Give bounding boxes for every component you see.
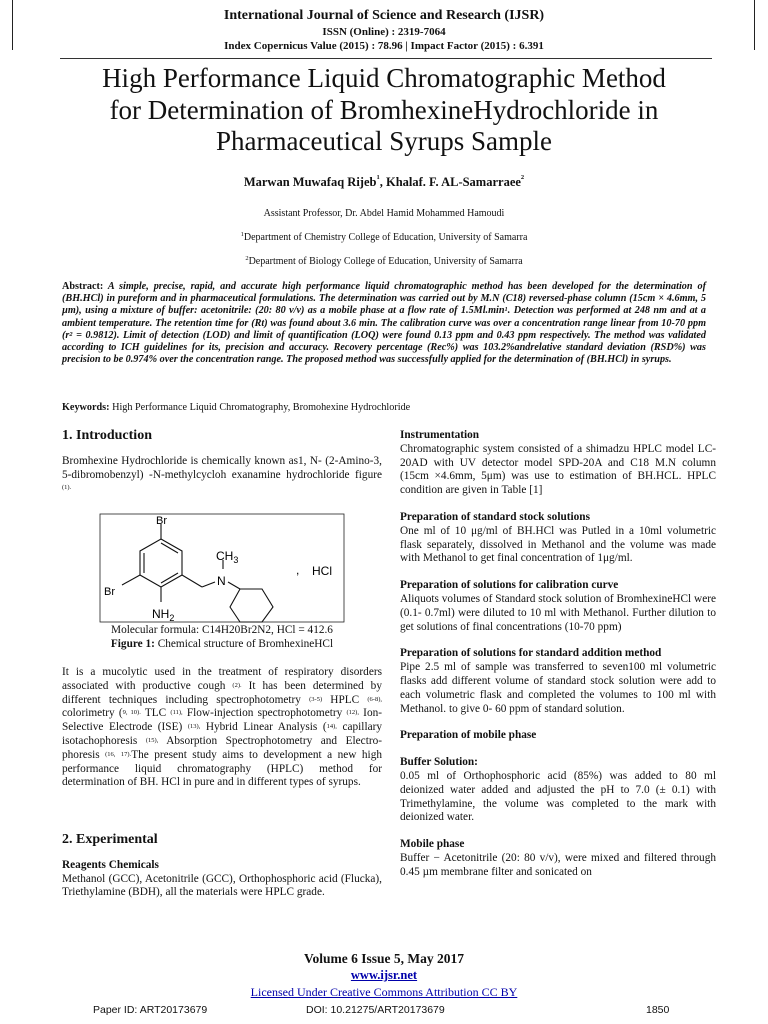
experimental-section (62, 833, 382, 900)
affiliation-2-text: Department of Biology College of Education, University of Samarra (248, 256, 523, 267)
abstract (62, 281, 706, 366)
affiliation-1-text: Department of Chemistry College of Education, University of Samarra (243, 232, 528, 243)
citation: (6-8), (367, 695, 382, 703)
mobile-phase-text: Buffer − Acetonitrile (20: 80 v/v), were mixed and filtered through 0.45 µm membrane filter and sonicated on (400, 851, 716, 878)
calibration-text: Aliquots volumes of Standard stock solution of BromhexineHCl were (0.1- 0.7ml) were diluted to 10 ml with Methanol. Further dilution to get solutions of final concentrations (10-70 ppm) (400, 592, 716, 633)
atom-nh2 (152, 607, 174, 623)
text: TLC (140, 707, 171, 720)
doi: DOI: 10.21275/ART20173679 (306, 1004, 445, 1016)
text: capillary isotachophoresis (62, 721, 383, 747)
abstract-sup: 1 (504, 306, 508, 314)
text: colorimetry ( (62, 707, 123, 720)
buffer-text: 0.05 ml of Orthophosphoric acid (85%) was added to 80 ml deionized water added and adjusted the pH to 7.0 (± 0.1) with Trimethylamine, the volume was completed to the mark with deionized water. (400, 769, 716, 824)
stock-text: One ml of 10 μg/ml of BH.HCl was Putled in a 10ml volumetric flask separately, dissolved in Methanol and the volume was made with Methanol to get final concentration of 1μg/ml. (400, 524, 716, 565)
abstract-sup: 2 (69, 330, 73, 338)
abstract-text: . Detection was performed at 248 nm and at a ambient temperature. The retention time for (Rt) was found about 3.6 min. The calibration curve was over a concentration range linear from 10-70 ppm (r (62, 305, 706, 341)
text: It is a mucolytic used in the treatment of respiratory disorders associated with productive cough (62, 666, 382, 692)
paper-title (30, 63, 738, 158)
intro-paragraph (62, 455, 382, 496)
intro-section (62, 429, 382, 496)
atom-n: N (217, 574, 226, 588)
citation: (13), (187, 723, 201, 731)
molecular-formula: Molecular formula: C14H20Br2N2, HCl = 412.6 (111, 624, 333, 636)
atom-br-left: Br (104, 586, 115, 598)
issn: ISSN (Online) : 2319-7064 (322, 26, 446, 38)
abstract-text: = 0.9812). Limit of detection (LOD) and limit of quantification (LOQ) were found 0.13 ppm and 0.43 ppm respectively. The method was validated according to ICH guidelines for its, precision and accuracy. Recovery percentage (Rec%) was 103.2%andrelative standard deviation (RSD%) was precision to be 0.974% over the concentration range. The proposed method was successfully applied for the determination of (BH.HCl) in syrups. (62, 329, 706, 366)
abstract-text: A simple, precise, rapid, and accurate high performance liquid chromatographic method has been developed for the determination of (BH.HCl) in pureform and in pharmaceutical formulations. The determination was carried out by M.N (C18) reversed-phase column (15cm × 4.6mm, 5 µm), using a mixture of buffer: acetonitrile: (20: 80 v/v) as a mobile phase at a flow rate of 1.5Ml.min (62, 281, 706, 317)
citation: (1). (62, 484, 72, 492)
index-impact: Index Copernicus Value (2015) : 78.96 | Impact Factor (2015) : 6.391 (224, 40, 544, 52)
citation: (15), (145, 736, 159, 744)
figure-caption-text: Chemical structure of BromhexineHCl (154, 638, 334, 650)
text: HPLC (322, 693, 368, 706)
abstract-label: Abstract: (62, 281, 104, 292)
authors (0, 175, 768, 190)
keywords-label: Keywords: (62, 402, 110, 413)
reagents-heading: Reagents Chemicals (62, 858, 159, 871)
page-number: 1850 (646, 1004, 670, 1016)
atom-ch3 (216, 549, 238, 565)
journal-name: International Journal of Science and Research (IJSR) (223, 8, 545, 23)
author-2-affil: 2 (520, 174, 525, 181)
nh-subscript: 2 (169, 613, 175, 623)
structure-bonds (122, 524, 273, 622)
methods-column (400, 429, 716, 880)
figure-caption (62, 638, 382, 652)
text: The present study aims to development a new high performance liquid chromatography (HPLC) method for determination of BH. HCl in pure and in different types of syrups. (62, 748, 382, 789)
citation: (11), (170, 709, 183, 717)
hcl-label: HCl (312, 564, 332, 578)
mobile-phase-subheading: Mobile phase (400, 838, 465, 851)
text: It has been determined by different techniques including spectrophotometry (62, 679, 382, 706)
citation: 17). (120, 750, 132, 758)
text: Absorption Spectrophotometry and Electro-phoresis (62, 734, 383, 761)
author-2: , Khalaf. F. AL-Samarraee (379, 175, 521, 189)
ch-subscript: 3 (233, 555, 239, 565)
affiliation-1-mark: 1 (240, 231, 244, 238)
chemical-structure-figure (62, 512, 382, 624)
journal-url-link[interactable]: www.ijsr.net (350, 968, 418, 982)
comma: , (296, 563, 300, 577)
text: Hybrid Linear Analysis ( (200, 721, 327, 734)
affiliation-1 (0, 232, 768, 243)
author-1-affil: 1 (376, 174, 380, 181)
title-line: for Determination of BromhexineHydrochloride in (109, 94, 659, 125)
affiliation-2-mark: 2 (245, 255, 249, 262)
addition-text: Pipe 2.5 ml of sample was transferred to seven100 ml volumetric flasks add different volume of standard stock solution were add to each volumetric flask and completed the volumes to 100 ml with Methanol. to give 0- 60 ppm of standard solution. (400, 661, 716, 715)
license-link[interactable]: Licensed Under Creative Commons Attribution CC BY (250, 985, 518, 999)
intro-paragraph-2 (62, 666, 382, 790)
nh-label: NH (152, 607, 170, 621)
ch-label: CH (216, 549, 234, 563)
calibration-heading: Preparation of solutions for calibration curve (400, 579, 619, 592)
mobile-phase-heading: Preparation of mobile phase (400, 729, 537, 742)
text: Flow-injection spectrophotometry (182, 707, 347, 720)
citation: 14), (326, 723, 337, 731)
citation: 9, 10). (122, 709, 141, 717)
affiliation-2 (0, 256, 768, 267)
citation: (2). (232, 681, 242, 689)
intro-text: Bromhexine Hydrochloride is chemically known as1, N- (2-Amino-3, 5-dibromobenzyl) -N-methylcycloh exanamine hydrochloride figure (62, 454, 382, 481)
intro-text-2 (62, 666, 382, 790)
paper-id: Paper ID: ART20173679 (93, 1004, 208, 1016)
keywords-text: High Performance Liquid Chromatography, Bromohexine Hydrochloride (109, 402, 411, 413)
addition-heading: Preparation of solutions for standard addition method (400, 647, 662, 660)
header-divider (60, 58, 712, 59)
instrumentation-text: Chromatographic system consisted of a shimadzu HPLC model LC-20AD with UV detector model SPD-20A and C18 M.N column (15cm ×4.6mm, 5μm) was use to estimation of BH.HCL. HPLC condition are given in Table [1] (400, 442, 716, 497)
atom-br-top: Br (156, 515, 167, 527)
instrumentation-heading: Instrumentation (400, 429, 480, 441)
figure-frame (100, 514, 344, 622)
stock-heading: Preparation of standard stock solutions (400, 510, 590, 523)
volume-info: Volume 6 Issue 5, May 2017 (303, 951, 464, 966)
citation: (16, (105, 750, 116, 758)
intro-heading: 1. Introduction (62, 428, 152, 443)
author-1: Marwan Muwafaq Rijeb (243, 175, 377, 189)
figure-label: Figure 1: (110, 638, 155, 650)
buffer-heading: Buffer Solution: (400, 756, 478, 769)
title-line: High Performance Liquid Chromatographic Method (102, 63, 666, 93)
experimental-heading: 2. Experimental (62, 832, 158, 847)
affiliation-0: Assistant Professor, Dr. Abdel Hamid Mohammed Hamoudi (263, 208, 505, 219)
title-line: Pharmaceutical Syrups Sample (216, 126, 552, 156)
citation: (12), (346, 709, 359, 717)
text: Ion- Selective Electrode (ISE) (62, 707, 382, 734)
keywords (62, 402, 706, 413)
citation: (3-5) (309, 695, 323, 703)
reagents-text: Methanol (GCC), Acetonitrile (GCC), Orthophosphoric acid (Flucka), Triethylamine (BDH), all the materials were HPLC grade. (62, 872, 382, 899)
